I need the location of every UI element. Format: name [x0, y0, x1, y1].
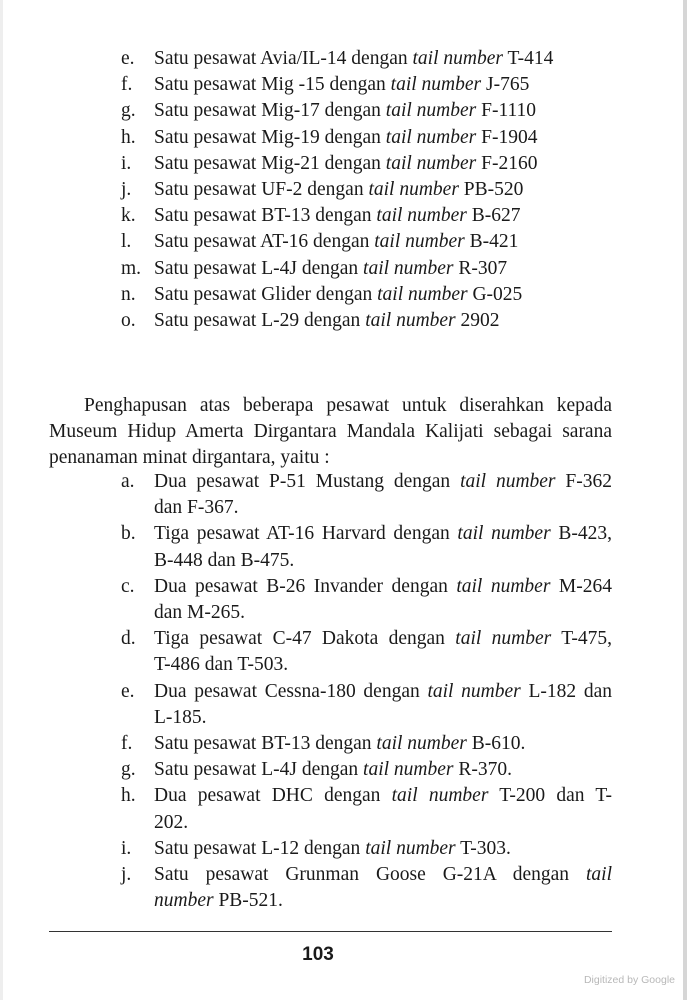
list-item-continuation	[154, 652, 612, 678]
list-item-letter: i.	[121, 837, 132, 859]
list-item-tail-number: L-182 dan	[520, 680, 612, 702]
list-item-description: Satu pesawat UF-2 dengan	[154, 179, 369, 200]
digitized-watermark: Digitized by Google	[583, 974, 675, 986]
footer-rule	[49, 931, 612, 932]
list-item-description: Dua pesawat P-51 Mustang dengan	[154, 471, 461, 492]
list-item-term: tail	[585, 864, 612, 885]
list-item-line	[154, 151, 612, 177]
list-item-description: Dua pesawat B-26 Invander dengan	[154, 575, 457, 597]
list-item-description: Satu pesawat Mig-17 dengan	[154, 100, 386, 122]
list-item-line	[154, 679, 612, 705]
list-item-tail-number: B-627	[466, 205, 521, 227]
list-item-line	[154, 256, 612, 282]
list-item-letter: b.	[121, 523, 136, 545]
list-item-letter: m.	[121, 257, 142, 279]
list-item-tail-number: T-303.	[455, 837, 511, 859]
list-item-text	[154, 151, 612, 177]
list-item-continuation-number: PB-521.	[213, 890, 283, 912]
list-item-description: Satu pesawat L-12 dengan	[154, 837, 366, 859]
list-item-line	[154, 177, 612, 203]
list-item-continuation-term: number	[154, 890, 214, 912]
list-item-description: Satu pesawat AT-16 dengan	[154, 231, 375, 253]
list-item-letter: h.	[121, 785, 136, 807]
list-item-term: tail number	[456, 575, 551, 597]
list-item-continuation-text: B-448 dan B-475.	[154, 549, 295, 571]
list-item-continuation-text: T-486 dan T-503.	[154, 654, 289, 676]
list-item-line	[154, 521, 612, 547]
list-item-text	[154, 757, 612, 783]
list-item-text	[154, 282, 612, 308]
list-item-term: tail number	[377, 283, 468, 305]
list-item-term: tail number	[363, 759, 454, 781]
list-item-tail-number: F-2160	[476, 152, 538, 174]
list-item-description: Satu pesawat Grunman Goose G-21A dengan	[154, 864, 586, 885]
list-item-term: tail number	[368, 179, 459, 200]
list-item-continuation-text: 202.	[154, 811, 189, 833]
list-item-text	[154, 229, 612, 255]
list-item-description: Satu pesawat Mig -15 dengan	[154, 74, 391, 96]
list-item-letter: f.	[121, 733, 133, 754]
list-item-line	[154, 783, 612, 809]
list-item-line	[154, 731, 612, 757]
list-item-text	[154, 469, 612, 521]
list-item-description: Satu pesawat Mig-19 dengan	[154, 126, 386, 148]
list-item-term: tail number	[427, 680, 521, 702]
list-item-continuation-text: L-185.	[154, 706, 207, 728]
intro-paragraph	[49, 393, 612, 472]
list-item-description: Dua pesawat DHC dengan	[154, 785, 392, 807]
list-item-text	[154, 308, 612, 334]
paragraph-line-2: Museum Hidup Amerta Dirgantara Mandala Kalijati sebagai sarana	[49, 421, 612, 443]
list-item-line	[154, 98, 612, 124]
list-item-line	[154, 125, 612, 151]
list-item-text	[154, 521, 612, 573]
list-item-tail-number: PB-520	[458, 179, 524, 200]
list-item-term: tail number	[455, 628, 552, 650]
list-item-description: Satu pesawat Glider dengan	[154, 283, 378, 305]
list-item-letter: c.	[121, 575, 135, 597]
list-item-description: Tiga pesawat AT-16 Harvard dengan	[154, 523, 458, 545]
list-item-text	[154, 862, 612, 914]
list-item-term: tail number	[365, 837, 456, 859]
list-item-line	[154, 229, 612, 255]
list-item-text	[154, 72, 612, 98]
list-item-tail-number: 2902	[455, 310, 500, 331]
list-item-line	[154, 836, 612, 862]
list-item-line	[154, 862, 612, 888]
list-item-term: tail number	[376, 733, 467, 754]
list-item-text	[154, 203, 612, 229]
list-item-letter: n.	[121, 283, 136, 305]
list-item-text	[154, 256, 612, 282]
list-item-letter: h.	[121, 126, 136, 148]
list-item-line	[154, 282, 612, 308]
list-item-text	[154, 98, 612, 124]
list-item-letter: g.	[121, 759, 136, 781]
list-item-tail-number: R-307	[453, 257, 508, 279]
list-item-text	[154, 783, 612, 835]
page-number: 103	[302, 944, 334, 965]
list-item-term: tail number	[460, 471, 556, 492]
list-item-letter: e.	[121, 48, 135, 69]
list-item-continuation	[154, 810, 612, 836]
list-item-continuation	[154, 495, 612, 521]
list-item-continuation	[154, 705, 612, 731]
list-item-description: Satu pesawat L-4J dengan	[154, 759, 364, 781]
list-item-letter: o.	[121, 310, 136, 331]
list-item-term: tail number	[385, 100, 477, 122]
list-item-tail-number: T-200 dan T-	[488, 785, 612, 807]
list-item-tail-number: G-025	[467, 283, 523, 305]
list-item-text	[154, 574, 612, 626]
list-item-line	[154, 757, 612, 783]
list-item-text	[154, 836, 612, 862]
list-item-letter: g.	[121, 100, 136, 122]
list-item-letter: f.	[121, 74, 133, 96]
list-item-tail-number: T-475,	[551, 628, 612, 650]
list-item-continuation	[154, 888, 612, 914]
list-item-continuation-text: dan M-265.	[154, 602, 245, 623]
list-item-tail-number: T-414	[502, 48, 554, 69]
list-item-term: tail number	[365, 310, 456, 331]
list-item-term: tail number	[390, 74, 482, 96]
list-item-line	[154, 72, 612, 98]
list-item-line	[154, 203, 612, 229]
list-item-description: Satu pesawat Mig-21 dengan	[154, 152, 386, 174]
list-item-letter: j.	[121, 179, 132, 200]
list-item-continuation	[154, 548, 612, 574]
paragraph-line-3: penanaman minat dirgantara, yaitu :	[49, 447, 330, 469]
list-item-tail-number: J-765	[481, 74, 530, 96]
list-item-line	[154, 46, 612, 72]
list-item-description: Dua pesawat Cessna-180 dengan	[154, 680, 428, 702]
list-item-tail-number: B-610.	[466, 733, 526, 754]
list-item-term: tail number	[391, 785, 489, 807]
list-item-text	[154, 125, 612, 151]
list-item-tail-number: F-1110	[476, 100, 537, 122]
list-item-text	[154, 731, 612, 757]
list-item-description: Satu pesawat Avia/IL-14 dengan	[154, 48, 413, 69]
list-item-line	[154, 626, 612, 652]
list-item-term: tail number	[385, 126, 477, 148]
list-item-tail-number: B-423,	[550, 523, 612, 545]
list-item-text	[154, 177, 612, 203]
list-item-tail-number: F-1904	[476, 126, 538, 148]
list-item-letter: d.	[121, 628, 136, 650]
list-item-letter: a.	[121, 471, 135, 492]
list-item-text	[154, 46, 612, 72]
list-item-line	[154, 308, 612, 334]
list-item-letter: l.	[121, 231, 132, 253]
list-item-description: Satu pesawat BT-13 dengan	[154, 205, 377, 227]
list-item-letter: i.	[121, 152, 132, 174]
list-item-text	[154, 679, 612, 731]
list-item-letter: e.	[121, 680, 135, 702]
list-item-continuation-text: dan F-367.	[154, 497, 239, 519]
list-item-letter: j.	[121, 864, 132, 885]
list-item-term: tail number	[376, 205, 467, 227]
list-item-line	[154, 469, 612, 495]
paragraph-line-1: Penghapusan atas beberapa pesawat untuk diserahkan kepada	[84, 395, 612, 416]
list-item-line	[154, 574, 612, 600]
list-item-tail-number: F-362	[555, 471, 612, 492]
list-item-tail-number: M-264	[550, 575, 612, 597]
list-item-description: Satu pesawat L-4J dengan	[154, 257, 364, 279]
page-left-edge	[0, 0, 3, 1000]
list-item-description: Tiga pesawat C-47 Dakota dengan	[154, 628, 456, 650]
list-item-term: tail number	[457, 523, 551, 545]
page-right-edge	[683, 0, 687, 1000]
list-item-tail-number: R-370.	[453, 759, 512, 781]
list-item-term: tail number	[385, 152, 477, 174]
list-item-letter: k.	[121, 205, 136, 227]
list-item-description: Satu pesawat L-29 dengan	[154, 310, 366, 331]
list-item-continuation	[154, 600, 612, 626]
list-item-text	[154, 626, 612, 678]
list-item-term: tail number	[412, 48, 503, 69]
list-item-tail-number: B-421	[464, 231, 519, 253]
list-item-description: Satu pesawat BT-13 dengan	[154, 733, 377, 754]
list-item-term: tail number	[363, 257, 454, 279]
list-item-term: tail number	[374, 231, 465, 253]
